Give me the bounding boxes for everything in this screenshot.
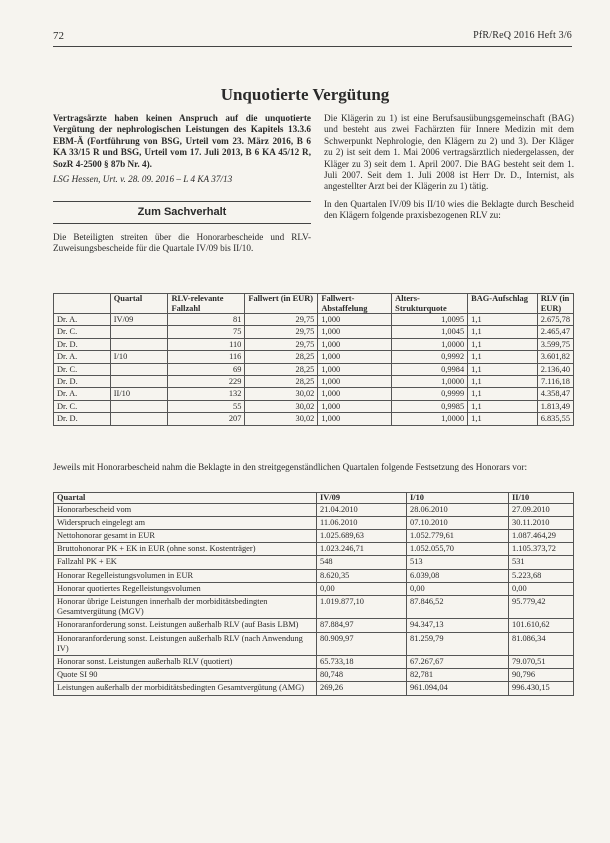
- table-cell: 0,9985: [392, 400, 468, 412]
- table-cell: 95.779,42: [509, 595, 574, 618]
- table-cell: 29,75: [245, 326, 318, 338]
- table-header-cell: Alters-Strukturquote: [392, 294, 468, 314]
- page-number: 72: [53, 30, 64, 42]
- table-cell: 0,00: [509, 582, 574, 595]
- table-cell: 55: [168, 400, 245, 412]
- table-cell: Dr. A.: [54, 388, 111, 400]
- table-cell: [110, 363, 168, 375]
- table-cell: Dr. A.: [54, 314, 111, 326]
- table-cell: 2.136,40: [537, 363, 573, 375]
- table-cell: 27.09.2010: [509, 503, 574, 516]
- table-row: [54, 543, 574, 556]
- table-cell: IV/09: [110, 314, 168, 326]
- table-cell: 1.025.689,63: [317, 529, 407, 542]
- table-cell: 1,1: [468, 413, 538, 425]
- table-row: [54, 619, 574, 632]
- table-header-cell: I/10: [407, 493, 509, 504]
- table-cell: 269,26: [317, 682, 407, 695]
- table-cell: 1,000: [318, 326, 392, 338]
- table-cell: 1.019.877,10: [317, 595, 407, 618]
- table-row: [54, 388, 574, 400]
- table-cell: 67.267,67: [407, 655, 509, 668]
- table-cell: 30,02: [245, 388, 318, 400]
- table-cell: 1,000: [318, 375, 392, 387]
- rlv-table: [53, 293, 574, 426]
- header-rule: [53, 46, 572, 47]
- table-header-cell: [54, 294, 111, 314]
- table-cell: 1.105.373,72: [509, 543, 574, 556]
- table-cell: 1,000: [318, 363, 392, 375]
- table-cell: 29,75: [245, 314, 318, 326]
- table-cell: 75: [168, 326, 245, 338]
- table-cell: 513: [407, 556, 509, 569]
- court-citation: LSG Hessen, Urt. v. 28. 09. 2016 – L 4 KA 37/13: [53, 174, 233, 185]
- table-cell: Honorarbescheid vom: [54, 503, 317, 516]
- table-row: [54, 326, 574, 338]
- table-cell: 1,0000: [392, 375, 468, 387]
- table-cell: 1,000: [318, 400, 392, 412]
- table-cell: 207: [168, 413, 245, 425]
- table-cell: Dr. D.: [54, 338, 111, 350]
- table-cell: 101.610,62: [509, 619, 574, 632]
- table-cell: 1,1: [468, 375, 538, 387]
- table-cell: 4.358,47: [537, 388, 573, 400]
- table-cell: 1,0000: [392, 413, 468, 425]
- table-cell: 1,1: [468, 314, 538, 326]
- table-cell: 79.070,51: [509, 655, 574, 668]
- table-cell: 0,9984: [392, 363, 468, 375]
- table-cell: Honoraranforderung sonst. Leistungen außerhalb RLV (nach Anwendung IV): [54, 632, 317, 655]
- table-header-cell: Fallwert (in EUR): [245, 294, 318, 314]
- table-cell: 0,00: [317, 582, 407, 595]
- table-cell: 82,781: [407, 669, 509, 682]
- table-header-cell: RLV (in EUR): [537, 294, 573, 314]
- section-heading: Zum Sachverhalt: [137, 206, 227, 219]
- journal-header: PfR/ReQ 2016 Heft 3/6: [473, 30, 572, 41]
- table-cell: Honorar quotiertes Regelleistungsvolumen: [54, 582, 317, 595]
- table-cell: 1,0045: [392, 326, 468, 338]
- table-row: [54, 655, 574, 668]
- table-row: [54, 556, 574, 569]
- table-cell: 1,1: [468, 326, 538, 338]
- table-cell: 07.10.2010: [407, 516, 509, 529]
- table-cell: 28,25: [245, 351, 318, 363]
- table-cell: 2.465,47: [537, 326, 573, 338]
- table-cell: 90,796: [509, 669, 574, 682]
- table-row: [54, 363, 574, 375]
- table-cell: 996.430,15: [509, 682, 574, 695]
- table-cell: 110: [168, 338, 245, 350]
- honorar-table-header-row: [54, 493, 574, 504]
- table-row: [54, 503, 574, 516]
- rlv-table-header-row: [54, 294, 574, 314]
- table-cell: 1.023.246,71: [317, 543, 407, 556]
- table-cell: 1,000: [318, 351, 392, 363]
- table-header-cell: BAG-Aufschlag: [468, 294, 538, 314]
- table-cell: Honorar Regelleistungsvolumen in EUR: [54, 569, 317, 582]
- table-cell: 1.052.779,61: [407, 529, 509, 542]
- table-cell: 1,0000: [392, 338, 468, 350]
- table-header-cell: II/10: [509, 493, 574, 504]
- table-header-cell: Quartal: [54, 493, 317, 504]
- table-cell: 1,000: [318, 413, 392, 425]
- table-cell: Honorar sonst. Leistungen außerhalb RLV (quotiert): [54, 655, 317, 668]
- table-cell: 28.06.2010: [407, 503, 509, 516]
- table-cell: 28,25: [245, 363, 318, 375]
- table-cell: 531: [509, 556, 574, 569]
- table-cell: 1,1: [468, 338, 538, 350]
- table-row: [54, 632, 574, 655]
- table-cell: 5.223,68: [509, 569, 574, 582]
- table-cell: 229: [168, 375, 245, 387]
- section-heading-box: [53, 201, 311, 223]
- table-cell: 8.620,35: [317, 569, 407, 582]
- table-row: [54, 375, 574, 387]
- table-cell: 3.599,75: [537, 338, 573, 350]
- table-cell: Leistungen außerhalb der morbiditätsbedingten Gesamtvergütung (AMG): [54, 682, 317, 695]
- table-header-cell: RLV-relevante Fallzahl: [168, 294, 245, 314]
- table-cell: 87.884,97: [317, 619, 407, 632]
- table-cell: [110, 326, 168, 338]
- table-cell: 81.259,79: [407, 632, 509, 655]
- table-cell: 1,000: [318, 338, 392, 350]
- table-cell: 11.06.2010: [317, 516, 407, 529]
- table-cell: 21.04.2010: [317, 503, 407, 516]
- table-cell: 81.086,34: [509, 632, 574, 655]
- table-cell: 548: [317, 556, 407, 569]
- table-cell: 116: [168, 351, 245, 363]
- table-row: [54, 400, 574, 412]
- table-row: [54, 338, 574, 350]
- facts-paragraph: Die Beteiligten streiten über die Honorarbescheide und RLV-Zuweisungsbescheide für die Quartale IV/09 bis II/10.: [53, 231, 311, 254]
- table-cell: 961.094,04: [407, 682, 509, 695]
- table-cell: 1.813,49: [537, 400, 573, 412]
- table-cell: 0,00: [407, 582, 509, 595]
- table-cell: 81: [168, 314, 245, 326]
- table-cell: Dr. C.: [54, 326, 111, 338]
- table-cell: 80,748: [317, 669, 407, 682]
- article-title: Unquotierte Vergütung: [220, 85, 390, 104]
- table-cell: II/10: [110, 388, 168, 400]
- table-cell: 1.052.055,70: [407, 543, 509, 556]
- lead-paragraph: Vertragsärzte haben keinen Anspruch auf die unquotierte Vergütung der nephrologischen Leistungen des Kapitels 13.3.6 EBM-Ä (Fortführung von BSG, Urteil vom 23. März 2016, B 6 KA 33/15 R und BSG, Urteil vom 17. Juli 2013, B 6 KA 45/12 R, SozR 4-2500 § 87b Nr. 4).: [53, 113, 311, 169]
- table-cell: 69: [168, 363, 245, 375]
- table-row: [54, 529, 574, 542]
- table-cell: Fallzahl PK + EK: [54, 556, 317, 569]
- table-cell: Dr. D.: [54, 375, 111, 387]
- honorar-intro-paragraph: Jeweils mit Honorarbescheid nahm die Beklagte in den streitgegenständlichen Quartalen folgende Festsetzung des Honorars vor:: [53, 462, 528, 472]
- table-row: [54, 582, 574, 595]
- table-cell: [110, 400, 168, 412]
- table-row: [54, 682, 574, 695]
- table-cell: 1,1: [468, 388, 538, 400]
- table-header-cell: Fallwert-Abstaffelung: [318, 294, 392, 314]
- table-cell: Honoraranforderung sonst. Leistungen außerhalb RLV (auf Basis LBM): [54, 619, 317, 632]
- table-cell: Dr. C.: [54, 363, 111, 375]
- table-cell: 80.909,97: [317, 632, 407, 655]
- table-row: [54, 595, 574, 618]
- table-row: [54, 413, 574, 425]
- table-cell: [110, 375, 168, 387]
- table-cell: 6.039,08: [407, 569, 509, 582]
- honorar-table: [53, 492, 574, 696]
- table-cell: 1,1: [468, 351, 538, 363]
- table-cell: 0,9999: [392, 388, 468, 400]
- table-cell: 94.347,13: [407, 619, 509, 632]
- left-column: [53, 113, 311, 255]
- table-cell: 1.087.464,29: [509, 529, 574, 542]
- table-cell: I/10: [110, 351, 168, 363]
- table-cell: 30.11.2010: [509, 516, 574, 529]
- table-header-cell: Quartal: [110, 294, 168, 314]
- table-cell: Honorar übrige Leistungen innerhalb der morbiditätsbedingten Gesamtvergütung (MGV): [54, 595, 317, 618]
- right-column: [324, 113, 574, 222]
- table-cell: Dr. C.: [54, 400, 111, 412]
- table-cell: 1,1: [468, 400, 538, 412]
- table-cell: 1,000: [318, 314, 392, 326]
- table-cell: [110, 338, 168, 350]
- table-row: [54, 569, 574, 582]
- table-cell: 87.846,52: [407, 595, 509, 618]
- table-cell: 0,9992: [392, 351, 468, 363]
- table-cell: Dr. D.: [54, 413, 111, 425]
- table-cell: Widerspruch eingelegt am: [54, 516, 317, 529]
- rlv-intro-paragraph: In den Quartalen IV/09 bis II/10 wies die Beklagte durch Bescheid den Klägern folgende praxisbezogenen RLV zu:: [324, 198, 574, 221]
- table-cell: 28,25: [245, 375, 318, 387]
- table-header-cell: IV/09: [317, 493, 407, 504]
- table-cell: 3.601,82: [537, 351, 573, 363]
- table-cell: Bruttohonorar PK + EK in EUR (ohne sonst. Kostenträger): [54, 543, 317, 556]
- table-cell: 30,02: [245, 413, 318, 425]
- table-cell: Nettohonorar gesamt in EUR: [54, 529, 317, 542]
- table-row: [54, 516, 574, 529]
- table-cell: 29,75: [245, 338, 318, 350]
- table-cell: 6.835,55: [537, 413, 573, 425]
- table-cell: 65.733,18: [317, 655, 407, 668]
- table-row: [54, 351, 574, 363]
- table-cell: [110, 413, 168, 425]
- table-cell: 1,0095: [392, 314, 468, 326]
- table-row: [54, 314, 574, 326]
- table-cell: 2.675,78: [537, 314, 573, 326]
- table-cell: Dr. A.: [54, 351, 111, 363]
- table-cell: 7.116,18: [537, 375, 573, 387]
- table-cell: 1,000: [318, 388, 392, 400]
- table-cell: 132: [168, 388, 245, 400]
- table-cell: 30,02: [245, 400, 318, 412]
- table-row: [54, 669, 574, 682]
- plaintiff-paragraph: Die Klägerin zu 1) ist eine Berufsausübungsgemeinschaft (BAG) und besteht aus zwei Fachärzten für Innere Medizin mit dem Schwerpunkt Nephrologie, den Klägern zu 2) und 3). Der Kläger zu 2) ist seit dem 1. Mai 2006 vertragsärztlich niedergelassen, der Kläger zu 3) seit dem 1. April 2007. Die BAG besteht seit dem 1. Juli 2007. Seit dem 1. Juli 2008 ist Herr Dr. D., Internist, als angestellter Arzt bei der Klägerin zu 1) tätig.: [324, 113, 574, 192]
- table-cell: Quote SI 90: [54, 669, 317, 682]
- table-cell: 1,1: [468, 363, 538, 375]
